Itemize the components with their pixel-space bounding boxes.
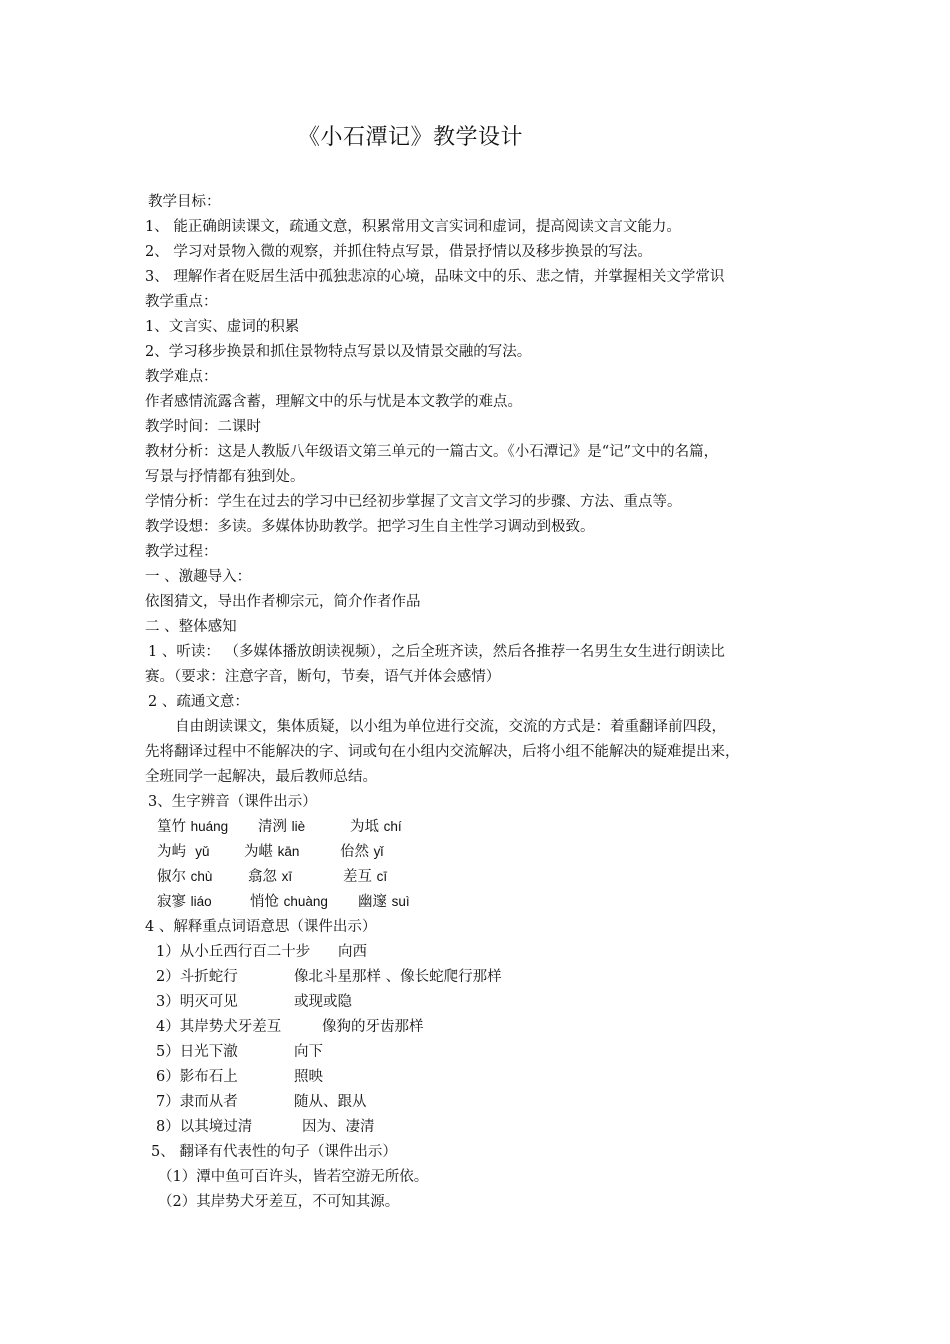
listen-line: 1 、听读： （多媒体播放朗读视频），之后全班齐读，然后各推荐一名男生女生进行朗读比 xyxy=(148,644,725,660)
vocab-term: 2）斗折蛇行 xyxy=(156,969,238,985)
vocab-term: 4）其岸势犬牙差互 xyxy=(156,1019,282,1035)
vocab-meaning: 向下 xyxy=(294,1044,323,1060)
vocab-term: 7）隶而从者 xyxy=(156,1094,238,1110)
process-heading: 教学过程： xyxy=(145,544,218,560)
pronunciation-entry: 俶尔 chù xyxy=(157,869,213,885)
key-points-heading: 教学重点： xyxy=(145,294,218,310)
pronunciation-entry: 悄怆 chuàng xyxy=(250,894,328,910)
vocab-heading: 4 、解释重点词语意思（课件出示） xyxy=(145,919,377,935)
pronunciation-entry: 翕忽 xī xyxy=(248,869,293,885)
pronunciation-entry: 为嵁 kān xyxy=(244,844,300,860)
translate-item: （2）其岸势犬牙差互，不可知其源。 xyxy=(158,1194,400,1210)
teaching-concept: 教学设想：多读。多媒体协助教学。把学习生自主性学习调动到极致。 xyxy=(145,519,595,535)
key-point-item: 1、文言实、虚词的积累 xyxy=(145,319,300,335)
part2-heading: 二 、整体感知 xyxy=(145,619,237,635)
clarify-heading: 2 、疏通文意： xyxy=(148,694,249,710)
pronunciation-entry: 篁竹 huáng xyxy=(157,819,229,835)
pronunciation-entry: 为屿 yǔ xyxy=(157,844,210,860)
vocab-meaning: 像北斗星那样 、像长蛇爬行那样 xyxy=(294,969,502,985)
vocab-meaning: 照映 xyxy=(294,1069,323,1085)
key-point-item: 2、学习移步换景和抓住景物特点写景以及情景交融的写法。 xyxy=(145,344,532,360)
teaching-time: 教学时间：二课时 xyxy=(145,419,261,435)
difficulties-heading: 教学难点： xyxy=(145,369,218,385)
vocab-meaning: 像狗的牙齿那样 xyxy=(322,1019,424,1035)
student-analysis: 学情分析：学生在过去的学习中已经初步掌握了文言文学习的步骤、方法、重点等。 xyxy=(145,494,682,510)
document-title: 《小石潭记》教学设计 xyxy=(298,125,524,150)
difficulties-text: 作者感情流露含蓄，理解文中的乐与忧是本文教学的难点。 xyxy=(145,394,522,410)
pronunciation-entry: 为坻 chí xyxy=(350,819,402,835)
pronunciation-entry: 差互 cī xyxy=(343,869,388,885)
vocab-term: 3）明灭可见 xyxy=(156,994,238,1010)
clarify-line: 自由朗读课文，集体质疑，以小组为单位进行交流，交流的方式是：着重翻译前四段， xyxy=(175,719,726,735)
pronunciation-entry: 清洌 liè xyxy=(258,819,306,835)
vocab-meaning: 向西 xyxy=(338,944,367,960)
objective-item: 1、 能正确朗读课文，疏通文意，积累常用文言实词和虚词，提高阅读文言文能力。 xyxy=(145,219,681,235)
listen-line: 赛。（要求：注意字音，断句，节奏，语气并体会感情） xyxy=(145,669,501,685)
vocab-term: 5）日光下澈 xyxy=(156,1044,238,1060)
pronunciation-entry: 寂寥 liáo xyxy=(157,894,212,910)
part1-heading: 一 、激趣导入： xyxy=(145,569,252,585)
clarify-line: 先将翻译过程中不能解决的字、词或句在小组内交流解决，后将小组不能解决的疑难提出来， xyxy=(145,744,740,760)
pronunciation-entry: 幽邃 suì xyxy=(358,894,410,910)
vocab-meaning: 或现或隐 xyxy=(294,994,352,1010)
material-analysis-line: 教材分析：这是人教版八年级语文第三单元的一篇古文。《小石潭记》是“记”文中的名篇， xyxy=(145,444,719,460)
clarify-line: 全班同学一起解决，最后教师总结。 xyxy=(145,769,377,785)
objective-item: 2、 学习对景物入微的观察，并抓住特点写景，借景抒情以及移步换景的写法。 xyxy=(145,244,652,260)
pronunciation-heading: 3、生字辨音（课件出示） xyxy=(148,794,317,810)
vocab-meaning: 因为、凄清 xyxy=(302,1119,375,1135)
vocab-term: 1）从小丘西行百二十步 xyxy=(156,944,311,960)
vocab-term: 8）以其境过清 xyxy=(156,1119,253,1135)
vocab-term: 6）影布石上 xyxy=(156,1069,238,1085)
objectives-heading: 教学目标： xyxy=(148,194,221,210)
part1-text: 依图猜文，导出作者柳宗元，简介作者作品 xyxy=(145,594,421,610)
vocab-meaning: 随从、跟从 xyxy=(294,1094,367,1110)
objective-item: 3、 理解作者在贬居生活中孤独悲凉的心境，品味文中的乐、悲之情，并掌握相关文学常识 xyxy=(145,269,725,285)
translate-item: （1）潭中鱼可百许头，皆若空游无所依。 xyxy=(158,1169,429,1185)
material-analysis-line: 写景与抒情都有独到处。 xyxy=(145,469,305,485)
translate-heading: 5、 翻译有代表性的句子（课件出示） xyxy=(151,1144,397,1160)
pronunciation-entry: 佁然 yǐ xyxy=(340,844,384,860)
